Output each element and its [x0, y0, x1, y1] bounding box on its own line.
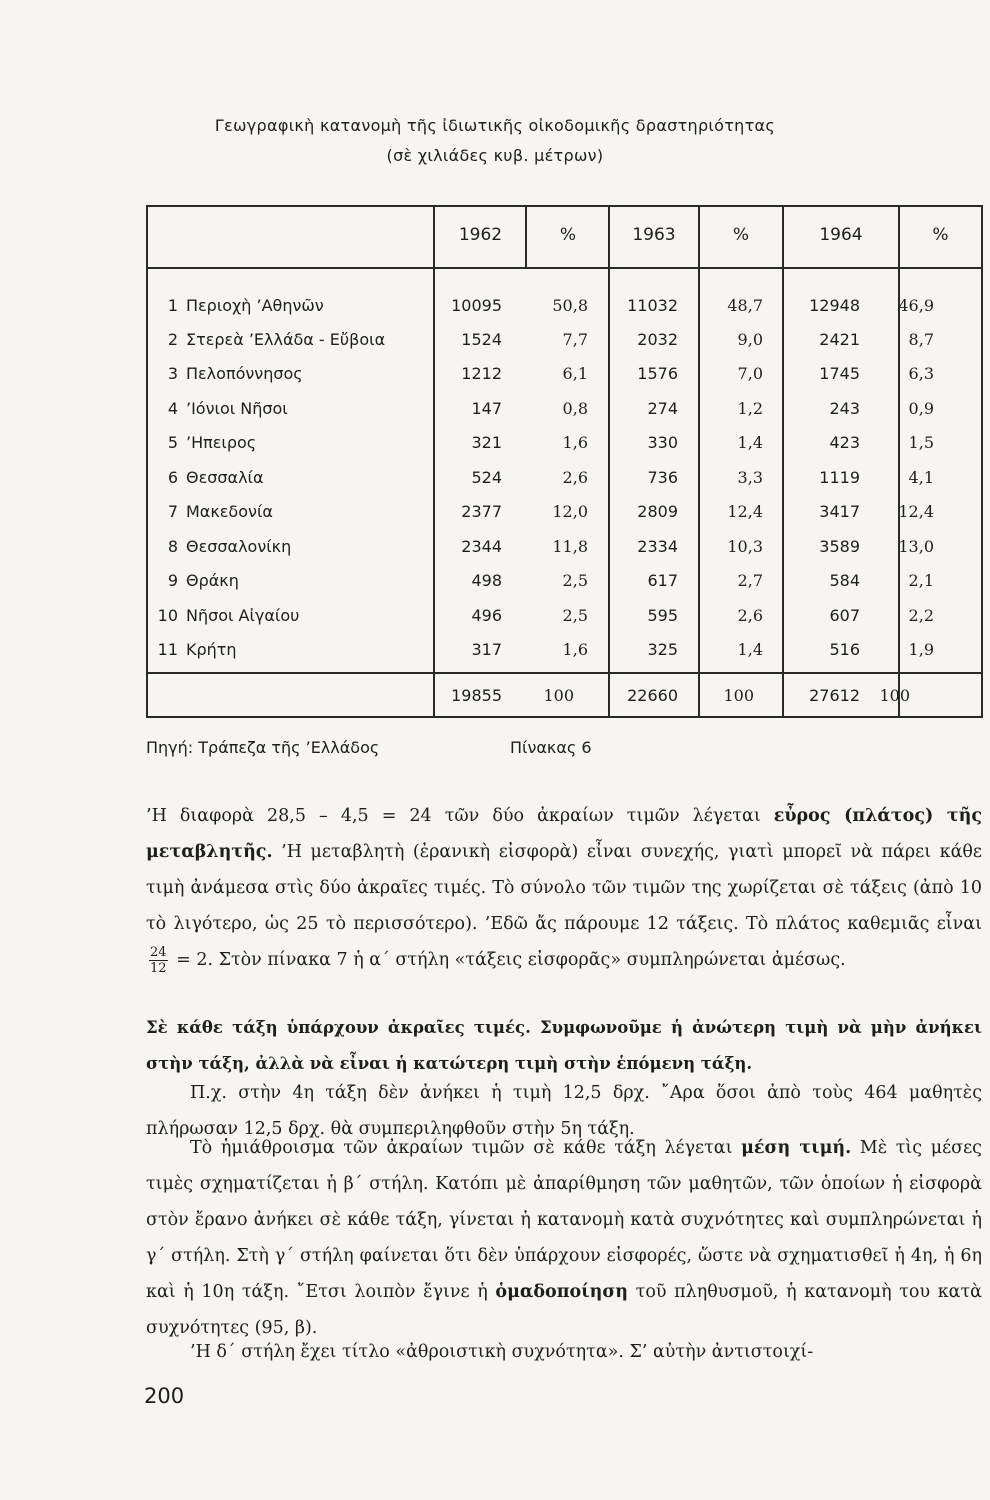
pct-1964: 1,9: [908, 640, 934, 659]
value-1962: 1212: [461, 364, 502, 383]
pct-1962: 6,1: [562, 364, 588, 383]
term-grouping: ὁμαδοποίηση: [495, 1282, 628, 1302]
value-1964: 516: [829, 640, 860, 659]
table-source: Πηγή: Τράπεζα τῆς ’Ελλάδος: [146, 738, 380, 757]
table-row: [148, 633, 981, 667]
value-1962: 2344: [461, 537, 502, 556]
header-pct-1962: %: [559, 225, 577, 245]
row-number: 5: [167, 433, 178, 452]
value-1963: 2334: [637, 537, 678, 556]
pct-1963: 1,4: [737, 433, 763, 452]
pct-1964: 2,2: [908, 606, 934, 625]
value-1962: 321: [471, 433, 502, 452]
header-pct-1963: %: [732, 225, 750, 245]
table-divider: [525, 207, 527, 269]
pct-1962: 11,8: [552, 537, 588, 556]
text-run: ’Η μεταβλητὴ (ἐρανικὴ εἰσφορὰ) εἶναι συνεχής, γιατὶ μπορεῖ νὰ πάρει κάθε τιμὴ ἀνάμεσα στὶς δύο ἀκραῖες τιμές. Τὸ σύνολο τῶν τιμῶν της χωρίζεται σὲ τάξεις (ἀπὸ 10 τὸ λιγότερο, ὡς 25 τὸ περισσότερο). ’Εδῶ ἄς πάρουμε 12 τάξεις. Τὸ πλάτος καθεμιᾶς εἶναι: [146, 842, 982, 934]
value-1963: 330: [647, 433, 678, 452]
value-1963: 1576: [637, 364, 678, 383]
pct-1962: 1,6: [562, 433, 588, 452]
header-1963: 1963: [632, 225, 676, 245]
pct-1964: 6,3: [908, 364, 934, 383]
data-table: [146, 205, 983, 718]
value-1963: 736: [647, 468, 678, 487]
value-1964: 423: [829, 433, 860, 452]
text-run: Μὲ τὶς μέσες τιμὲς σχηματίζεται ἡ β΄ στήλη. Κατόπι μὲ ἀπαρίθμηση τῶν μαθητῶν, τῶν ὁποίων ἡ εἰσφορὰ στὸν ἔρανο ἀνήκει σὲ κάθε τάξη, γίνεται ἡ κατανομὴ κατὰ συχνότητες καὶ συμπληρώνεται ἡ γ΄ στήλη. Στὴ γ΄ στήλη φαίνεται ὅτι δὲν ὑπάρχουν εἰσφορές, ὥστε νὰ σχηματισθεῖ ἡ 4η, ἡ 6η καὶ ἡ 10η τάξη. ῎Ετσι λοιπὸν ἔγινε ἡ: [146, 1138, 982, 1302]
value-1963: 2032: [637, 330, 678, 349]
value-1962: 317: [471, 640, 502, 659]
pct-1963: 2,7: [737, 571, 763, 590]
region-name: Θεσσαλονίκη: [186, 537, 292, 556]
region-name: Περιοχὴ ’Αθηνῶν: [186, 296, 324, 315]
pct-1963: 7,0: [737, 364, 763, 383]
value-1963: 11032: [627, 296, 678, 315]
pct-1963: 48,7: [727, 296, 763, 315]
header-pct-1964: %: [932, 225, 949, 245]
pct-1963: 9,0: [737, 330, 763, 349]
total-1962: 19855: [451, 686, 502, 705]
fraction-numerator: 24: [150, 945, 167, 960]
value-1964: 243: [829, 399, 860, 418]
header-1962: 1962: [458, 225, 503, 245]
paragraph: [146, 1130, 982, 1346]
value-1963: 595: [647, 606, 678, 625]
value-1962: 2377: [461, 502, 502, 521]
value-1962: 1524: [461, 330, 502, 349]
table-total-rule: [148, 672, 981, 674]
term-range: εὖρος (πλάτος) τῆς μεταβλητῆς.: [146, 806, 983, 862]
term-mean-value: μέση τιμή.: [741, 1138, 852, 1158]
total-1963: 22660: [627, 686, 678, 705]
header-1964: 1964: [819, 225, 863, 245]
value-1964: 1745: [819, 364, 860, 383]
region-name: Μακεδονία: [186, 502, 273, 521]
paragraph: [146, 798, 982, 978]
row-number: 1: [167, 296, 178, 315]
row-number: 9: [167, 571, 178, 590]
region-name: Πελοπόννησος: [186, 364, 303, 383]
pct-1963: 3,3: [737, 468, 763, 487]
value-1962: 10095: [451, 296, 502, 315]
row-number: 10: [157, 606, 178, 625]
pct-1963: 12,4: [727, 502, 763, 521]
row-number: 6: [167, 468, 178, 487]
region-name: Θεσσαλία: [186, 468, 264, 487]
total-1964: 27612: [809, 686, 860, 705]
table-row: [148, 495, 981, 529]
pct-1964: 1,5: [908, 433, 934, 452]
pct-1962: 0,8: [562, 399, 588, 418]
fraction-denominator: 12: [150, 961, 167, 976]
pct-1962: 7,7: [562, 330, 588, 349]
table-header-rule: [148, 267, 981, 269]
region-name: ’Ηπειρος: [186, 433, 257, 452]
row-number: 2: [167, 330, 178, 349]
table-row: [148, 289, 981, 323]
pct-1963: 10,3: [727, 537, 763, 556]
text-run: ’Η διαφορὰ 28,5 – 4,5 = 24 τῶν δύο ἀκραίων τιμῶν λέγεται: [146, 806, 774, 826]
value-1963: 274: [647, 399, 678, 418]
text-run: τοῦ πληθυσμοῦ, ἡ κατανομὴ του κατὰ συχνότητες (95, β).: [146, 1282, 983, 1338]
value-1962: 498: [471, 571, 502, 590]
pct-1964: 0,9: [908, 399, 934, 418]
row-number: 11: [157, 640, 178, 659]
pct-1962: 12,0: [552, 502, 588, 521]
value-1964: 607: [829, 606, 860, 625]
value-1962: 524: [471, 468, 502, 487]
region-name: Κρήτη: [186, 640, 237, 659]
value-1963: 617: [647, 571, 678, 590]
region-name: Νῆσοι Αἰγαίου: [186, 606, 300, 625]
table-title-line1: Γεωγραφικὴ κατανομὴ τῆς ἰδιωτικῆς οἰκοδομικῆς δραστηριότητας: [214, 116, 776, 135]
pct-1963: 1,2: [737, 399, 763, 418]
table-row: [148, 461, 981, 495]
region-name: Θράκη: [186, 571, 239, 590]
row-number: 3: [167, 364, 178, 383]
total-pct-1964: 100: [879, 686, 910, 705]
value-1964: 2421: [819, 330, 860, 349]
value-1964: 584: [829, 571, 860, 590]
table-row: [148, 323, 981, 357]
table-totals-row: [148, 679, 981, 713]
total-pct-1962: 100: [543, 686, 574, 705]
paragraph-bold: Σὲ κάθε τάξη ὑπάρχουν ἀκραῖες τιμές. Συμφωνοῦμε ἡ ἀνώτερη τιμὴ νὰ μὴν ἀνήκει στὴν τάξη, ἀλλὰ νὰ εἶναι ἡ κατώτερη τιμὴ στὴν ἑπόμενη τάξη.: [146, 1018, 982, 1073]
value-1964: 3417: [819, 502, 860, 521]
pct-1963: 1,4: [737, 640, 763, 659]
value-1962: 496: [471, 606, 502, 625]
page-number: 200: [144, 1384, 185, 1408]
pct-1964: 12,4: [898, 502, 934, 521]
fraction: [149, 945, 168, 976]
region-name: Στερεὰ ’Ελλάδα - Εὔβοια: [186, 330, 386, 349]
value-1964: 3589: [819, 537, 860, 556]
paragraph: ’Η δ΄ στήλη ἔχει τίτλο «ἀθροιστικὴ συχνότητα». Σ’ αὐτὴν ἀντιστοιχί-: [190, 1342, 814, 1362]
pct-1964: 4,1: [908, 468, 934, 487]
table-row: [148, 357, 981, 391]
table-title-line2: (σὲ χιλιάδες κυβ. μέτρων): [386, 146, 604, 165]
pct-1962: 2,5: [562, 571, 588, 590]
value-1963: 325: [647, 640, 678, 659]
table-row: [148, 599, 981, 633]
row-number: 4: [167, 399, 178, 418]
region-name: ’Ιόνιοι Νῆσοι: [186, 399, 288, 418]
text-run: = 2. Στὸν πίνακα 7 ἡ α΄ στήλη «τάξεις εἰσφορᾶς» συμπληρώνεται ἀμέσως.: [170, 950, 846, 970]
table-row: [148, 392, 981, 426]
table-row: [148, 426, 981, 460]
table-number: Πίνακας 6: [510, 738, 592, 757]
pct-1964: 8,7: [908, 330, 934, 349]
paragraph: Π.χ. στὴν 4η τάξη δὲν ἀνήκει ἡ τιμὴ 12,5 δρχ. ῎Αρα ὅσοι ἀπὸ τοὺς 464 μαθητὲς πλήρωσαν 12,5 δρχ. θὰ συμπεριληφθοῦν στὴν 5η τάξη.: [146, 1083, 982, 1139]
pct-1964: 46,9: [898, 296, 934, 315]
value-1963: 2809: [637, 502, 678, 521]
total-pct-1963: 100: [723, 686, 754, 705]
row-number: 7: [167, 502, 178, 521]
value-1962: 147: [471, 399, 502, 418]
table-row: [148, 564, 981, 598]
pct-1962: 50,8: [552, 296, 588, 315]
table-row: [148, 530, 981, 564]
row-number: 8: [167, 537, 178, 556]
value-1964: 1119: [819, 468, 860, 487]
pct-1963: 2,6: [737, 606, 763, 625]
pct-1962: 2,6: [562, 468, 588, 487]
value-1964: 12948: [809, 296, 860, 315]
pct-1964: 2,1: [908, 571, 934, 590]
pct-1964: 13,0: [898, 537, 934, 556]
pct-1962: 1,6: [562, 640, 588, 659]
text-run: Τὸ ἡμιάθροισμα τῶν ἀκραίων τιμῶν σὲ κάθε τάξη λέγεται: [190, 1138, 742, 1158]
pct-1962: 2,5: [562, 606, 588, 625]
